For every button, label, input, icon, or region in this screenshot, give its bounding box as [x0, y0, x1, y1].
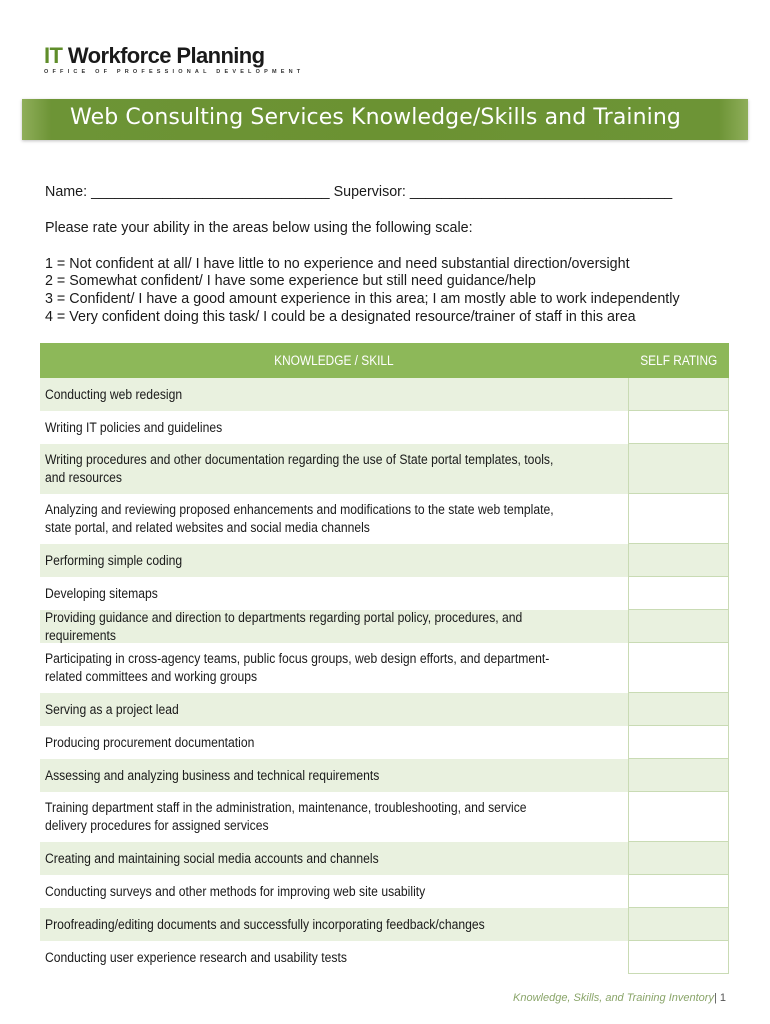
table-row — [40, 610, 729, 643]
skill-text: Writing procedures and other documentation regarding the use of State portal templates, tools, and resources — [45, 452, 554, 485]
skill-text: Proofreading/editing documents and successfully incorporating feedback/changes — [45, 916, 485, 932]
skill-text: Conducting web redesign — [45, 386, 183, 402]
self-rating-cell[interactable] — [628, 792, 729, 842]
table-row — [40, 378, 729, 411]
name-supervisor-line: Name: ______________________________ Supervisor: _________________________________ — [45, 184, 673, 200]
skill-text: Conducting user experience research and usability tests — [45, 949, 347, 965]
skill-cell — [40, 544, 628, 577]
skill-cell — [40, 444, 628, 494]
skill-text: Writing IT policies and guidelines — [45, 419, 223, 435]
rating-intro: Please rate your ability in the areas below using the following scale: — [45, 220, 473, 236]
skill-cell — [40, 875, 628, 908]
table-row — [40, 726, 729, 759]
self-rating-cell[interactable] — [628, 875, 729, 908]
table-row — [40, 693, 729, 726]
table-row — [40, 759, 729, 792]
skill-cell — [40, 577, 628, 610]
logo-title: IT Workforce Planning — [44, 43, 265, 68]
self-rating-cell[interactable] — [628, 726, 729, 759]
skill-text: Training department staff in the administration, maintenance, troubleshooting, and service delivery procedures for assigned services — [45, 800, 527, 833]
self-rating-cell[interactable] — [628, 693, 729, 726]
scale-item-2: 2 = Somewhat confident/ I have some experience but still need guidance/help — [45, 273, 536, 289]
skill-cell — [40, 941, 628, 974]
self-rating-cell[interactable] — [628, 411, 729, 444]
self-rating-cell[interactable] — [628, 759, 729, 792]
skill-text: Performing simple coding — [45, 552, 183, 568]
skill-text: Providing guidance and direction to departments regarding portal policy, procedures, and requirements — [45, 609, 523, 643]
skill-text: Developing sitemaps — [45, 585, 158, 601]
skill-text: Conducting surveys and other methods for improving web site usability — [45, 883, 426, 899]
scale-item-1: 1 = Not confident at all/ I have little to no experience and need substantial direction/oversight — [45, 256, 630, 272]
header-knowledge-skill: KNOWLEDGE / SKILL — [274, 353, 394, 368]
table-row — [40, 908, 729, 941]
table-body — [40, 378, 729, 974]
skill-cell — [40, 378, 628, 411]
skill-cell — [40, 693, 628, 726]
header-self-rating: SELF RATING — [639, 353, 717, 368]
self-rating-cell[interactable] — [628, 842, 729, 875]
skill-cell — [40, 726, 628, 759]
self-rating-cell[interactable] — [628, 544, 729, 577]
scale-item-4: 4 = Very confident doing this task/ I could be a designated resource/trainer of staff in this area — [45, 309, 636, 325]
skill-cell — [40, 643, 628, 693]
table-row — [40, 444, 729, 494]
self-rating-cell[interactable] — [628, 444, 729, 494]
table-row — [40, 643, 729, 693]
page-title: Web Consulting Services Knowledge/Skills and Training — [70, 105, 681, 130]
logo — [44, 44, 304, 75]
table-row — [40, 875, 729, 908]
skill-text: Participating in cross-agency teams, public focus groups, web design efforts, and department-related committees and working groups — [45, 651, 550, 684]
self-rating-cell[interactable] — [628, 610, 729, 643]
skill-cell — [40, 792, 628, 842]
skill-cell — [40, 759, 628, 792]
scale-item-3: 3 = Confident/ I have a good amount experience in this area; I am mostly able to work independently — [45, 291, 680, 307]
self-rating-cell[interactable] — [628, 643, 729, 693]
skill-cell — [40, 908, 628, 941]
table-row — [40, 577, 729, 610]
title-banner — [22, 99, 748, 140]
skill-cell — [40, 494, 628, 544]
page-footer: Knowledge, Skills, and Training Inventory| 1 — [513, 992, 726, 1004]
self-rating-cell[interactable] — [628, 577, 729, 610]
skill-text: Assessing and analyzing business and technical requirements — [45, 767, 380, 783]
logo-subtitle: OFFICE OF PROFESSIONAL DEVELOPMENT — [44, 69, 305, 75]
self-rating-cell[interactable] — [628, 494, 729, 544]
self-rating-cell[interactable] — [628, 941, 729, 974]
table-header — [40, 343, 729, 378]
skill-text: Analyzing and reviewing proposed enhancements and modifications to the state web template, state portal, and related websites and social media channels — [45, 502, 554, 535]
skill-text: Producing procurement documentation — [45, 734, 255, 750]
table-row — [40, 792, 729, 842]
skill-text: Serving as a project lead — [45, 701, 179, 717]
table-row — [40, 941, 729, 974]
table-row — [40, 494, 729, 544]
table-row — [40, 842, 729, 875]
skill-cell — [40, 411, 628, 444]
self-rating-cell[interactable] — [628, 378, 729, 411]
skill-text: Creating and maintaining social media accounts and channels — [45, 850, 379, 866]
skill-cell — [40, 842, 628, 875]
self-rating-cell[interactable] — [628, 908, 729, 941]
skills-table — [40, 343, 729, 974]
table-row — [40, 544, 729, 577]
table-row — [40, 411, 729, 444]
skill-cell — [40, 610, 628, 643]
